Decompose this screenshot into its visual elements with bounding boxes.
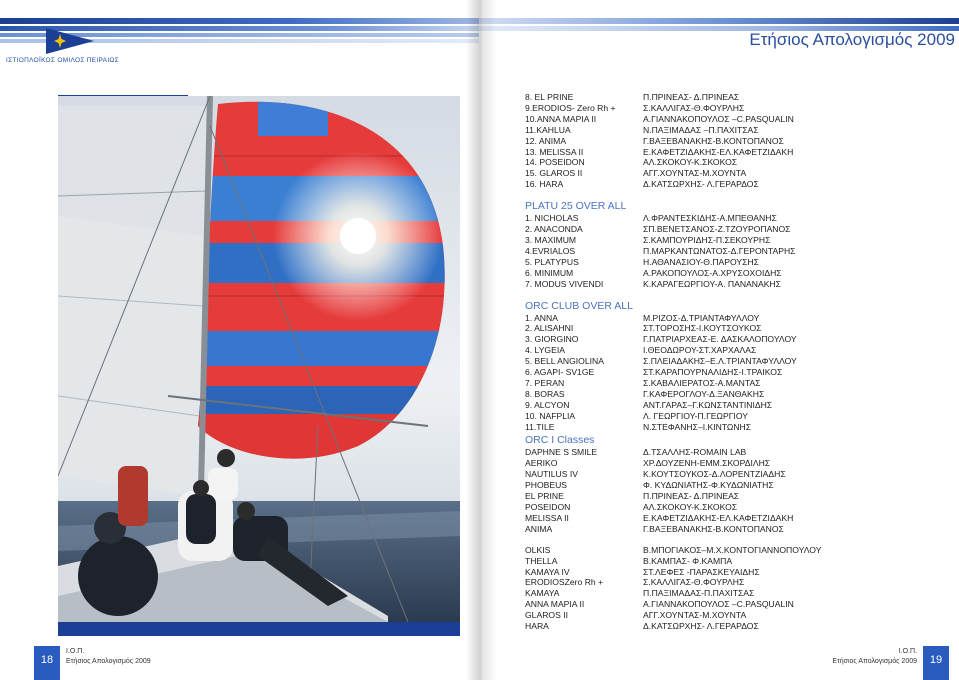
crew-names: Γ.ΒΑΞΕΒΑΝΑΚΗΣ-Β.ΚΟΝΤΟΠΑΝΟΣ (643, 523, 784, 534)
boat-name: POSEIDON (525, 502, 571, 512)
section-title: PLATU 25 OVER ALL (525, 200, 627, 213)
boat-name: 2. ANACONDA (525, 224, 583, 235)
crew-names: Σ.ΚΑΛΛΙΓΑΣ-Θ.ΦΟΥΡΛΗΣ (643, 102, 745, 113)
crew-names: Ε.ΚΑΦΕΤΖΙΔΑΚΗΣ-ΕΛ.ΚΑΦΕΤΖΙΔΑΚΗ (643, 512, 794, 523)
boat-name: 1. NICHOLAS (525, 213, 579, 224)
result-row (525, 257, 945, 268)
result-row (525, 556, 945, 567)
crew-names: Α.ΓΙΑΝΝΑΚΟΠΟΥΛΟΣ –C.PASQUALIN (643, 113, 794, 124)
boat-name: MELISSA II (525, 512, 569, 523)
boat-name: 10. NAFPLIA (525, 410, 576, 421)
results-list (525, 447, 945, 534)
boat-name: 6. AGAPI- SV1GE (525, 367, 595, 378)
boat-name: 9. ALCYON (525, 399, 570, 410)
result-row (525, 567, 945, 578)
boat-name: AERIKO (525, 458, 558, 469)
crew-names: ΣΤ.ΤΟΡΟΣΗΣ-Ι.ΚΟΥΤΣΟΥΚΟΣ (643, 323, 762, 334)
club-name: ΙΣΤΙΟΠΛΟΪΚΟΣ ΟΜΙΛΟΣ ΠΕΙΡΑΙΩΣ (6, 57, 119, 64)
header-stripe (479, 18, 959, 24)
crew-names: Β.ΚΑΜΠΑΣ- Φ.ΚΑΜΠΑ (643, 555, 733, 566)
result-row (525, 168, 945, 179)
boat-name: 11.TILE (525, 421, 555, 432)
boat-name: 12. ANIMA (525, 135, 567, 146)
crew-names: Γ.ΠΑΤΡΙΑΡΧΕΑΣ-Ε. ΔΑΣΚΑΛΟΠΟΥΛΟΥ (643, 334, 797, 345)
section-title: ORC CLUB OVER ALL (525, 299, 633, 312)
result-row (525, 411, 945, 422)
result-row (525, 367, 945, 378)
boat-name: 6. MINIMUM (525, 267, 574, 278)
boat-name: 8. BORAS (525, 388, 565, 399)
boat-name: 7. MODUS VIVENDI (525, 278, 604, 289)
footer-org: Ι.Ο.Π. (66, 648, 85, 655)
boat-name: 4. LYGEIA (525, 345, 565, 356)
boat-name: 3. GIORGINO (525, 334, 579, 345)
club-burgee-logo (46, 28, 94, 54)
results-list (525, 545, 945, 632)
result-row (525, 179, 945, 190)
boat-name: ANNA MAPIA II (525, 599, 585, 610)
result-row (525, 157, 945, 168)
crew-names: Π.ΠΑΞΙΜΑΔΑΣ-Π.ΠΑΧΙΤΣΑΣ (643, 588, 755, 599)
page-number: 19 (923, 646, 949, 680)
boat-name: 13. MELISSA II (525, 146, 584, 157)
result-row (525, 213, 945, 224)
footer-org: Ι.Ο.Π. (898, 648, 917, 655)
crew-names: Λ.ΦΡΑΝΤΕΣΚΙΔΗΣ-Α.ΜΠΕΘΑΝΗΣ (643, 213, 777, 224)
crew-names: ΧΡ.ΔΟΥΖΕΝΗ-ΕΜΜ.ΣΚΟΡΔΙΛΗΣ (643, 458, 771, 469)
result-row (525, 447, 945, 458)
page-number: 18 (34, 646, 60, 680)
crew-names: Π.ΜΑΡΚΑΝΤΩΝΑΤΟΣ-Δ.ΓΕΡΟΝΤΑΡΗΣ (643, 245, 796, 256)
boat-name: 5. PLATYPUS (525, 256, 579, 267)
crew-names: Φ. ΚΥΔΩΝΙΑΤΗΣ-Φ.ΚΥΔΩΝΙΑΤΗΣ (643, 480, 774, 491)
result-row (525, 279, 945, 290)
result-row (525, 400, 945, 411)
boat-name: 11.KAHLUA (525, 124, 571, 135)
boat-name: EL PRINE (525, 491, 564, 502)
boat-name: KAMAYA IV (525, 566, 570, 577)
crew-names: ΑΓΓ.ΧΟΥΝΤΑΣ-Μ.ΧΟΥΝΤΑ (643, 168, 747, 179)
crew-names: Π.ΠΡΙΝΕΑΣ- Δ.ΠΡΙΝΕΑΣ (643, 92, 740, 102)
result-row (525, 235, 945, 246)
crew-names: Α.ΓΙΑΝΝΑΚΟΠΟΥΛΟΣ –C.PASQUALIN (643, 599, 794, 610)
boat-name: NAUTILUS IV (525, 469, 579, 480)
section-title: ORC I Classes (525, 434, 595, 447)
result-row (525, 356, 945, 367)
crew-names: ΑΛ.ΣΚΟΚΟΥ-Κ.ΣΚΟΚΟΣ (643, 157, 738, 168)
crew-names: Λ. ΓΕΩΡΓΙΟΥ-Π.ΓΕΩΡΓΙΟΥ (643, 410, 748, 421)
crew-names: Κ.ΚΑΡΑΓΕΩΡΓΙΟΥ-Α. ΠΑΝΑΝΑΚΗΣ (643, 278, 781, 289)
boat-name: 9.ERODIOS- Zero Rh + (525, 102, 616, 113)
result-row (525, 136, 945, 147)
result-row (525, 378, 945, 389)
result-row (525, 334, 945, 345)
boat-name: 15. GLAROS II (525, 168, 583, 179)
result-row (525, 103, 945, 114)
result-row (525, 114, 945, 125)
result-row (525, 125, 945, 136)
result-row (525, 502, 945, 513)
result-row (525, 224, 945, 235)
crew-names: Α.ΡΑΚΟΠΟΥΛΟΣ-Α.ΧΡΥΣΟΧΟΙΔΗΣ (643, 267, 782, 278)
boat-name: PHOBEUS (525, 480, 568, 491)
boat-name: 14. POSEIDON (525, 157, 585, 168)
crew-names: Κ.ΚΟΥΤΣΟΥΚΟΣ-Δ.ΛΟΡΕΝΤΖΙΑΔΗΣ (643, 469, 786, 480)
race-results (525, 92, 945, 632)
result-row (525, 599, 945, 610)
crew-names: Π.ΠΡΙΝΕΑΣ- Δ.ΠΡΙΝΕΑΣ (643, 491, 740, 502)
result-row (525, 389, 945, 400)
footer-caption (66, 647, 151, 667)
crew-names: Δ.ΚΑΤΣΩΡΧΗΣ- Λ.ΓΕΡΑΡΔΟΣ (643, 621, 759, 632)
crew-names: Σ.ΚΑΒΑΛΙΕΡΑΤΟΣ-Α.ΜΑΝΤΑΣ (643, 377, 761, 388)
crew-names: ΑΝΤ.ΓΑΡΑΣ–Γ.ΚΩΝΣΤΑΝΤΙΝΙΔΗΣ (643, 399, 773, 410)
boat-name: OLKIS (525, 544, 551, 555)
crew-names: Δ.ΤΣΑΛΛΗΣ-ROMAIN LAB (643, 447, 747, 458)
result-row (525, 246, 945, 257)
right-page (479, 0, 959, 680)
boat-name: 7. PERAN (525, 377, 565, 388)
crew-names: Γ.ΒΑΞΕΒΑΝΑΚΗΣ-Β.ΚΟΝΤΟΠΑΝΟΣ (643, 135, 784, 146)
boat-name: 2. ALISAHNI (525, 323, 574, 334)
footer-caption (832, 647, 917, 667)
results-list (525, 313, 945, 433)
boat-name: KAMAYA (525, 588, 560, 599)
result-row (525, 610, 945, 621)
crew-names: Μ.ΡΙΖΟΣ-Δ.ΤΡΙΑΝΤΑΦΥΛΛΟΥ (643, 312, 760, 323)
result-row (525, 480, 945, 491)
result-row (525, 621, 945, 632)
crew-names: Δ.ΚΑΤΣΩΡΧΗΣ- Λ.ΓΕΡΑΡΔΟΣ (643, 179, 759, 190)
boat-name: 3. MAXIMUM (525, 234, 577, 245)
header-stripe (0, 18, 479, 24)
crew-names: Ι.ΘΕΟΔΩΡΟΥ-ΣΤ.ΧΑΡΧΑΛΑΣ (643, 345, 757, 356)
result-row (525, 491, 945, 502)
result-row (525, 545, 945, 556)
result-row (525, 577, 945, 588)
left-page (0, 0, 479, 680)
crew-names: Σ.ΠΛΕΙΑΔΑΚΗΣ–Ε.Λ.ΤΡΙΑΝΤΑΦΥΛΛΟΥ (643, 356, 797, 367)
crew-names: ΑΓΓ.ΧΟΥΝΤΑΣ-Μ.ΧΟΥΝΤΑ (643, 610, 747, 621)
result-row (525, 588, 945, 599)
boat-name: GLAROS II (525, 610, 568, 621)
result-row (525, 469, 945, 480)
crew-names: Σ.ΚΑΛΛΙΓΑΣ-Θ.ΦΟΥΡΛΗΣ (643, 577, 745, 588)
results-list (525, 213, 945, 289)
boat-name: DAPHNE S SMILE (525, 447, 598, 458)
crew-names: Β.ΜΠΟΓΙΑΚΟΣ–Μ.Χ.ΚΟΝΤΟΓΙΑΝΝΟΠΟΥΛΟΥ (643, 544, 822, 555)
footer-title: Ετήσιος Απολογισμός 2009 (66, 658, 151, 665)
boat-name: 5. BELL ANGIOLINA (525, 356, 604, 367)
crew-names: Ν.ΠΑΞΙΜΑΔΑΣ –Π.ΠΑΧΙΤΣΑΣ (643, 124, 759, 135)
result-row (525, 323, 945, 334)
result-row (525, 92, 945, 103)
crew-names: Γ.ΚΑΦΕΡΟΓΛΟΥ-Δ.ΞΑΝΘΑΚΗΣ (643, 388, 765, 399)
boat-name: 10.ANNA MAPIA II (525, 113, 597, 124)
boat-name: 8. EL PRINE (525, 92, 574, 102)
crew-names: ΑΛ.ΣΚΟΚΟΥ-Κ.ΣΚΟΚΟΣ (643, 502, 738, 512)
photo-accent-bar (58, 622, 460, 636)
boat-name: 4.EVRIALOS (525, 245, 576, 256)
results-list (525, 92, 945, 190)
result-row (525, 513, 945, 524)
boat-name: ANIMA (525, 523, 553, 534)
result-row (525, 313, 945, 324)
sailing-spinnaker-photo (58, 96, 460, 622)
result-row (525, 268, 945, 279)
crew-names: ΣΠ.ΒΕΝΕΤΣΑΝΟΣ-Ζ.ΤΖΟΥΡΟΠΑΝΟΣ (643, 224, 791, 235)
result-row (525, 147, 945, 158)
crew-names: Ν.ΣΤΕΦΑΝΗΣ–Ι.ΚΙΝΤΩΝΗΣ (643, 421, 752, 432)
report-title: Ετήσιος Απολογισμός 2009 (749, 30, 955, 49)
boat-name: 16. HARA (525, 179, 564, 190)
boat-name: THELLA (525, 555, 558, 566)
boat-name: 1. ANNA (525, 312, 558, 323)
crew-names: Η.ΑΘΑΝΑΣΙΟΥ-Θ.ΠΑΡΟΥΣΗΣ (643, 256, 759, 267)
result-row (525, 345, 945, 356)
footer-title: Ετήσιος Απολογισμός 2009 (832, 658, 917, 665)
result-row (525, 524, 945, 535)
boat-name: ERODIOSZero Rh + (525, 577, 604, 588)
crew-names: Ε.ΚΑΦΕΤΖΙΔΑΚΗΣ-ΕΛ.ΚΑΦΕΤΖΙΔΑΚΗ (643, 146, 794, 157)
result-row (525, 422, 945, 433)
crew-names: ΣΤ.ΛΕΦΕΣ -ΠΑΡΑΣΚΕΥΑΙΔΗΣ (643, 566, 760, 577)
crew-names: Σ.ΚΑΜΠΟΥΡΙΔΗΣ-Π.ΣΕΚΟΥΡΗΣ (643, 234, 771, 245)
crew-names: ΣΤ.ΚΑΡΑΠΟΥΡΝΑΛΙΔΗΣ-Ι.ΤΡΑΙΚΟΣ (643, 367, 783, 378)
result-row (525, 458, 945, 469)
boat-name: HARA (525, 621, 549, 632)
